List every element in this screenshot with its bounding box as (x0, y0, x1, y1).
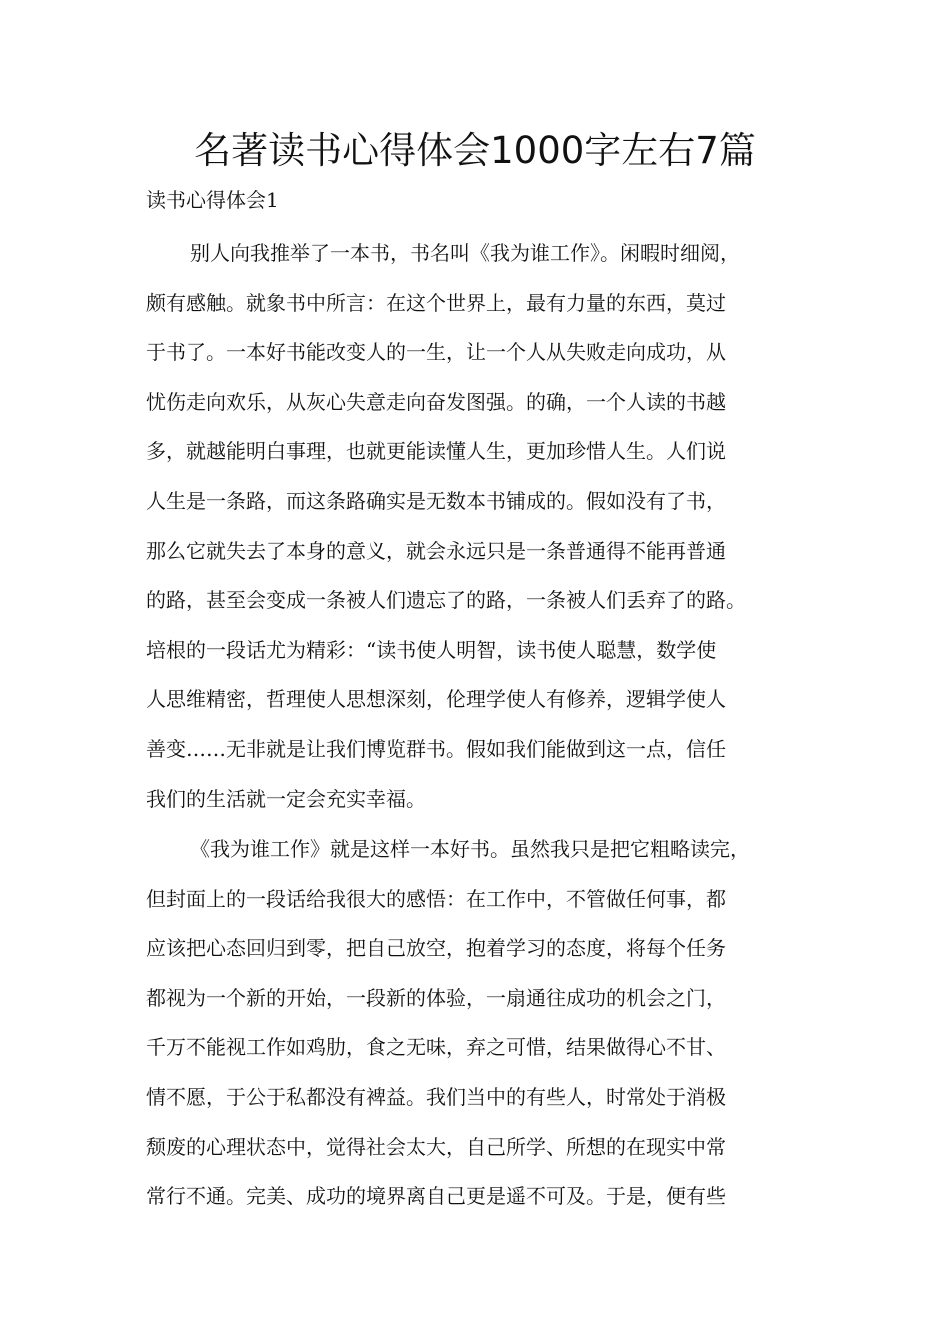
paragraph-2 (146, 825, 836, 1222)
paragraph-line: 于书了。一本好书能改变人的一生，让一个人从失败走向成功，从 (146, 340, 726, 365)
paragraph-line: 颇有感触。就象书中所言：在这个世界上，最有力量的东西，莫过 (146, 290, 726, 315)
paragraph-line: 别人向我推举了一本书，书名叫《我为谁工作》。闲暇时细阅， (190, 241, 740, 265)
paragraph-line: 的路，甚至会变成一条被人们遗忘了的路，一条被人们丢弃了的路。 (146, 588, 746, 613)
paragraph-line: 那么它就失去了本身的意义，就会永远只是一条普通得不能再普通 (146, 538, 726, 563)
paragraph-line: 我们的生活就一定会充实幸福。 (146, 786, 426, 811)
paragraph-line: 忧伤走向欢乐，从灰心失意走向奋发图强。的确，一个人读的书越 (146, 389, 726, 414)
document-title: 名著读书心得体会1000字左右7篇 (194, 129, 756, 172)
paragraph-line: 都视为一个新的开始，一段新的体验，一扇通往成功的机会之门， (146, 985, 726, 1010)
paragraph-line: 但封面上的一段话给我很大的感悟：在工作中，不管做任何事，都 (146, 886, 726, 911)
paragraph-line: 善变……无非就是让我们博览群书。假如我们能做到这一点，信任 (146, 736, 726, 761)
paragraph-line: 多，就越能明白事理，也就更能读懂人生，更加珍惜人生。人们说 (146, 439, 726, 464)
paragraph-line: 颓废的心理状态中，觉得社会太大，自己所学、所想的在现实中常 (146, 1134, 726, 1159)
paragraph-line: 培根的一段话尤为精彩：“读书使人明智，读书使人聪慧，数学使 (146, 637, 717, 662)
paragraph-line: 人思维精密，哲理使人思想深刻，伦理学使人有修养，逻辑学使人 (146, 687, 726, 712)
paragraph-line: 人生是一条路，而这条路确实是无数本书铺成的。假如没有了书， (146, 488, 726, 513)
paragraph-line: 情不愿，于公于私都没有裨益。我们当中的有些人，时常处于消极 (146, 1084, 726, 1109)
paragraph-line: 《我为谁工作》就是这样一本好书。虽然我只是把它粗略读完， (190, 837, 750, 861)
paragraph-line: 应该把心态回归到零，把自己放空，抱着学习的态度，将每个任务 (146, 936, 726, 961)
section-heading: 读书心得体会1 (146, 188, 279, 212)
paragraph-line: 常行不通。完美、成功的境界离自己更是遥不可及。于是，便有些 (146, 1184, 726, 1209)
paragraph-line: 千万不能视工作如鸡肋，食之无味，弃之可惜，结果做得心不甘、 (146, 1035, 726, 1060)
paragraph-1 (146, 229, 836, 824)
